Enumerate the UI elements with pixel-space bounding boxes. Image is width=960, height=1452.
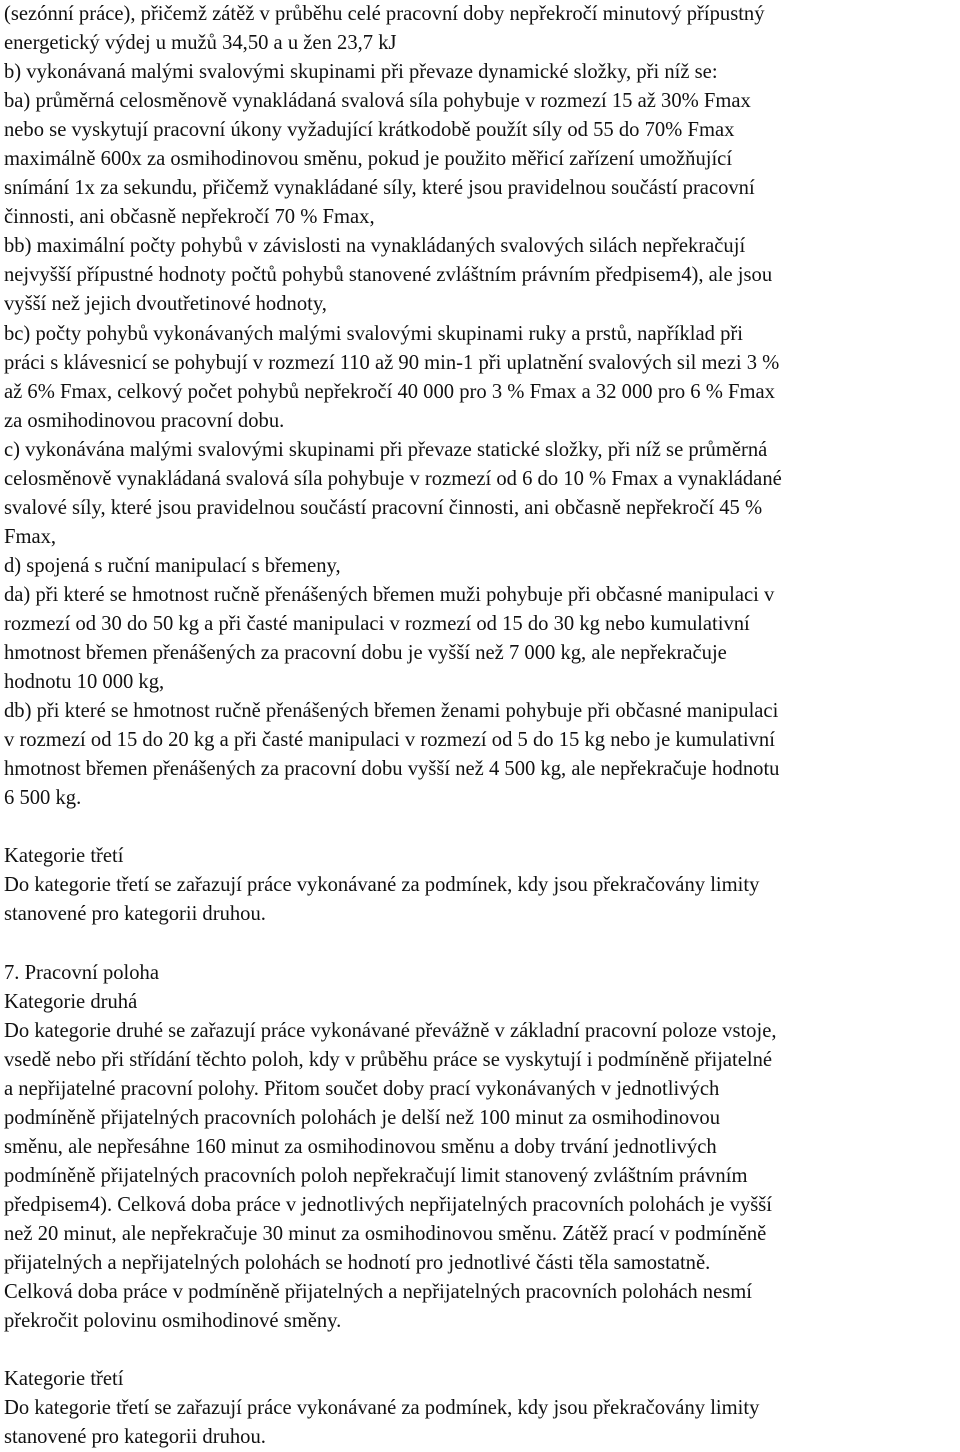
document-page	[4, 0, 958, 1452]
text-line: d) spojená s ruční manipulací s břemeny,	[4, 554, 341, 577]
text-line: hmotnost břemen přenášených za pracovní dobu je vyšší než 7 000 kg, ale nepřekračuje	[4, 642, 727, 665]
text-line: Celková doba práce v podmíněně přijatelných a nepřijatelných pracovních polohách nesmí	[4, 1281, 752, 1304]
text-line: (sezónní práce), přičemž zátěž v průběhu celé pracovní doby nepřekročí minutový přípustný	[4, 3, 765, 25]
text-line: činnosti, ani občasně nepřekročí 70 % Fmax,	[4, 206, 375, 229]
text-line: 7. Pracovní poloha	[4, 961, 159, 984]
text-line: celosměnově vynakládaná svalová síla pohybuje v rozmezí od 6 do 10 % Fmax a vynakládané	[4, 467, 782, 490]
text-line: da) při které se hmotnost ručně přenášených břemen muži pohybuje při občasné manipulaci v	[4, 583, 775, 606]
text-line: hmotnost břemen přenášených za pracovní dobu vyšší než 4 500 kg, ale nepřekračuje hodnotu	[4, 758, 780, 781]
text-line: práci s klávesnicí se pohybují v rozmezí 110 až 90 min-1 při uplatnění svalových sil mezi 3 %	[4, 351, 780, 374]
text-line: Kategorie druhá	[4, 990, 138, 1013]
text-line: Kategorie třetí	[4, 845, 124, 868]
text-line: c) vykonávána malými svalovými skupinami při převaze statické složky, při níž se průměrná	[4, 438, 768, 461]
text-line: podmíněně přijatelných pracovních poloh nepřekračují limit stanovený zvláštním právním	[4, 1164, 748, 1187]
text-line: ba) průměrná celosměnově vynakládaná svalová síla pohybuje v rozmezí 15 až 30% Fmax	[4, 90, 751, 113]
blank-line	[4, 813, 958, 842]
text-line: svalové síly, které jsou pravidelnou součástí pracovní činnosti, ani občasně nepřekročí 45 %	[4, 496, 763, 519]
text-line: a nepřijatelné pracovní polohy. Přitom součet doby prací vykonávaných v jednotlivých	[4, 1077, 720, 1100]
text-line: vyšší než jejich dvoutřetinové hodnoty,	[4, 293, 327, 316]
text-line: v rozmezí od 15 do 20 kg a při časté manipulaci v rozmezí od 5 do 15 kg nebo je kumulativní	[4, 729, 775, 752]
text-line: než 20 minut, ale nepřekračuje 30 minut za osmihodinovou směnu. Zátěž prací v podmíněně	[4, 1222, 767, 1245]
text-line: Fmax,	[4, 525, 57, 548]
text-line: nejvyšší přípustné hodnoty počtů pohybů stanovené zvláštním právním předpisem4), ale jsou	[4, 264, 773, 287]
text-line: až 6% Fmax, celkový počet pohybů nepřekročí 40 000 pro 3 % Fmax a 32 000 pro 6 % Fmax	[4, 380, 775, 403]
text-line: stanovené pro kategorii druhou.	[4, 1426, 266, 1449]
text-line: nebo se vyskytují pracovní úkony vyžadující krátkodobě použít síly od 55 do 70% Fmax	[4, 119, 735, 142]
text-line: podmíněně přijatelných pracovních polohách je delší než 100 minut za osmihodinovou	[4, 1106, 721, 1129]
text-line: Kategorie třetí	[4, 1368, 124, 1391]
blank-line	[4, 1336, 958, 1365]
text-line: 6 500 kg.	[4, 787, 82, 810]
text-line: vsedě nebo při střídání těchto poloh, kdy v průběhu práce se vyskytují i podmíněně přijatelné	[4, 1048, 773, 1071]
text-line: přijatelných a nepřijatelných polohách se hodnotí pro jednotlivé části těla samostatně.	[4, 1252, 711, 1275]
text-line: Do kategorie třetí se zařazují práce vykonávané za podmínek, kdy jsou překračovány limity	[4, 874, 760, 897]
text-line: bc) počty pohybů vykonávaných malými svalovými skupinami ruky a prstů, například při	[4, 322, 743, 345]
blank-line	[4, 930, 958, 959]
text-line: b) vykonávaná malými svalovými skupinami při převaze dynamické složky, při níž se:	[4, 61, 718, 84]
text-line: rozmezí od 30 do 50 kg a při časté manipulaci v rozmezí od 15 do 30 kg nebo kumulativní	[4, 612, 750, 635]
text-line: hodnotu 10 000 kg,	[4, 671, 165, 694]
text-line: za osmihodinovou pracovní dobu.	[4, 409, 285, 432]
text-line: předpisem4). Celková doba práce v jednotlivých nepřijatelných pracovních polohách je vyšší	[4, 1193, 773, 1216]
text-line: Do kategorie třetí se zařazují práce vykonávané za podmínek, kdy jsou překračovány limity	[4, 1397, 760, 1420]
text-line: stanovené pro kategorii druhou.	[4, 903, 266, 926]
text-line: Do kategorie druhé se zařazují práce vykonávané převážně v základní pracovní poloze vstoje,	[4, 1019, 777, 1042]
text-line: snímání 1x za sekundu, přičemž vynakládané síly, které jsou pravidelnou součástí pracovní	[4, 177, 755, 200]
text-line: bb) maximální počty pohybů v závislosti na vynakládaných svalových silách nepřekračují	[4, 235, 746, 258]
text-line: směnu, ale nepřesáhne 160 minut za osmihodinovou směnu a doby trvání jednotlivých	[4, 1135, 717, 1158]
text-line: energetický výdej u mužů 34,50 a u žen 23,7 kJ	[4, 32, 397, 55]
text-line: db) při které se hmotnost ručně přenášených břemen ženami pohybuje při občasné manipulaci	[4, 700, 779, 723]
text-line: překročit polovinu osmihodinové směny.	[4, 1310, 342, 1333]
text-line: maximálně 600x za osmihodinovou směnu, pokud je použito měřicí zařízení umožňující	[4, 148, 733, 171]
